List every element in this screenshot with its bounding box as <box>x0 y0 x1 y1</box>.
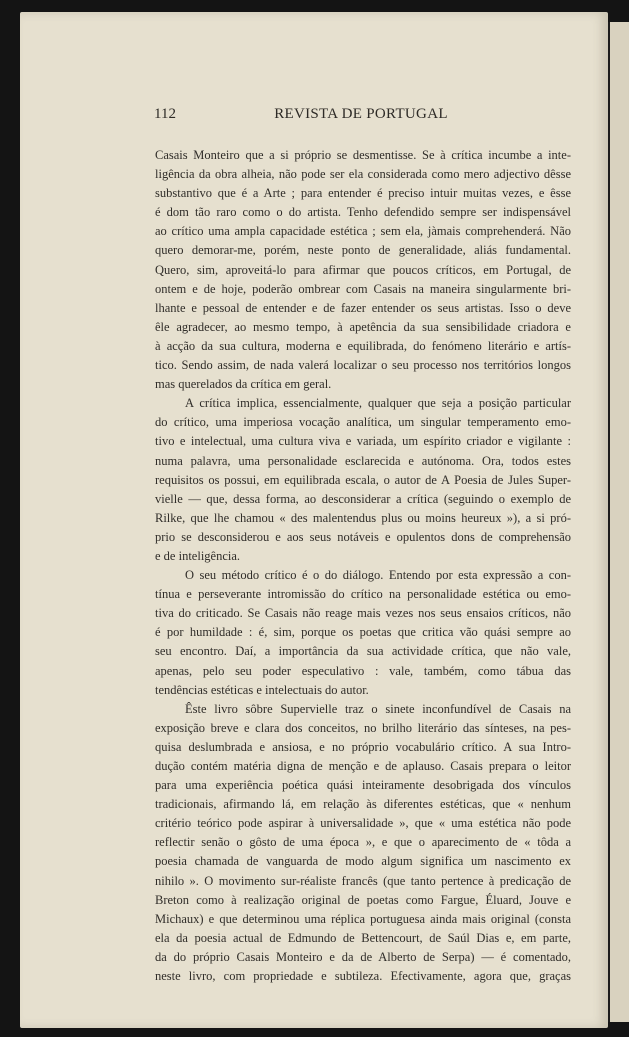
paragraph <box>155 566 571 700</box>
adjacent-page-edge <box>608 22 629 1022</box>
paragraph <box>155 146 571 394</box>
page-header <box>154 106 568 128</box>
text-line: Casais Monteiro que a si próprio se desmentisse. Se à crítica incumbe a inte- <box>155 148 571 162</box>
text-line: Michaux) e que determinou uma réplica portuguesa ainda mais original (consta <box>155 911 571 926</box>
text-line: neste livro, com propriedade e subtileza. Efectivamente, agora que, graças <box>155 969 571 984</box>
text-line: e de inteligência. <box>155 548 241 563</box>
text-line: para uma experiência poética quási inteiramente desobrigada dos vínculos <box>155 778 571 793</box>
text-line: requisitos os possui, em equilibrada escala, o autor de A Poesia de Jules Super- <box>155 472 571 487</box>
text-line: Quero, sim, aproveitá-lo para afirmar que poucos críticos, em Portugal, de <box>155 262 571 277</box>
text-line: da do próprio Casais Monteiro e da de Alberto de Serpa) — é comentado, <box>155 949 571 964</box>
text-line: critério teórico pode aspirar à universalidade », que « uma estética não pode <box>155 816 571 831</box>
text-line: tínua e perseverante intromissão do crítico na personalidade estética ou emo- <box>155 587 571 602</box>
text-line: numa palavra, uma personalidade esclarecida e autónoma. Ora, todos estes <box>155 453 571 468</box>
text-line: ontem e de hoje, poderão ombrear com Casais na maneira singularmente bri- <box>155 281 571 296</box>
text-line: do crítico, uma imperiosa vocação analítica, um singular temperamento emo- <box>155 415 571 430</box>
text-line: é dom tão raro como o do artista. Tenho defendido sempre ser indispensável <box>155 205 571 220</box>
text-line: prio se desconsiderou e aos seus notáveis e opulentos dons de comprehensão <box>155 529 571 544</box>
text-line: Êste livro sôbre Supervielle traz o sinete inconfundível de Casais na <box>185 701 571 716</box>
text-line: à acção da sua cultura, moderna e equilibrada, do fenómeno literário e artís- <box>155 338 571 353</box>
text-line: A crítica implica, essencialmente, qualquer que seja a posição particular <box>185 396 571 411</box>
text-line: quero demorar-me, porém, neste ponto de generalidade, aliás fundamental. <box>155 243 571 258</box>
text-line: tiva do criticado. Se Casais não reage mais vezes nos seus ensaios críticos, não <box>155 606 571 621</box>
text-line: lhante e pessoal de entender e de fazer entender os seus artistas. Isso o deve <box>155 300 571 315</box>
text-line: Rilke, que lhe chamou « des malentendus plus ou moins heureux »), a si pró- <box>155 510 571 525</box>
text-line: quisa deslumbrada e ansiosa, e no próprio vocabulário crítico. A sua Intro- <box>155 739 571 754</box>
text-line: tendências estéticas e intelectuais do autor. <box>155 682 369 697</box>
text-line: apenas, pelo seu poder especulativo : vale, também, como tábua das <box>155 663 571 678</box>
text-line: tivo e intelectual, uma cultura viva e variada, um espírito criador e vigilante : <box>155 434 571 449</box>
paragraph <box>155 700 571 986</box>
text-line: ligência da obra alheia, não pode ser ela considerada como mero adjectivo dêsse <box>155 167 571 182</box>
text-line: dução contém matéria digna de menção e de aplauso. Casais prepara o leitor <box>155 759 571 773</box>
text-line: ela da poesia actual de Edmundo de Bettencourt, de Saúl Dias e, em parte, <box>155 930 571 945</box>
text-line: reflectir senão o gôsto de uma época », e que o aparecimento de « tôda a <box>155 835 571 850</box>
text-line: mas querelados da crítica em geral. <box>155 377 332 392</box>
text-line: êle agradecer, ao mesmo tempo, à apetência da sua sensibilidade criadora e <box>155 319 571 334</box>
text-line: O seu método crítico é o do diálogo. Entendo por esta expressão a con- <box>185 568 571 583</box>
text-line: substantivo que é a Arte ; para entender é preciso intuir muitas vezes, e êsse <box>155 186 571 201</box>
text-line: tico. Sendo assim, de nada valerá localizar o seu processo nos territórios longos <box>155 358 571 373</box>
text-line: poesia chamada de vanguarda de modo algum significa um nascimento ex <box>155 854 571 869</box>
text-line: ao crítico uma ampla capacidade estética ; sem ela, jàmais comprehenderá. Não <box>155 224 571 239</box>
text-line: tradicionais, afirmando lá, em relação às diferentes estéticas, que « nenhum <box>155 797 571 812</box>
page-number: 112 <box>154 106 176 122</box>
text-line: exposição breve e clara dos conceitos, no brilho literário das sínteses, na pes- <box>155 720 571 735</box>
text-line: seu encontro. Daí, a importância da sua actividade crítica, que não vale, <box>155 644 571 659</box>
text-line: vielle — que, dessa forma, ao desconsiderar a crítica (seguindo o exemplo de <box>155 491 571 506</box>
text-line: Breton como à realização original de poetas como Fargue, Éluard, Jouve e <box>155 892 571 907</box>
running-title: REVISTA DE PORTUGAL <box>274 106 448 122</box>
body-text <box>155 146 571 986</box>
text-line: é por humildade : é, sim, porque os poetas que critica vão quási sempre ao <box>155 625 571 640</box>
paragraph <box>155 394 571 566</box>
text-line: nihilo ». O movimento sur-réaliste francês (que tanto pertence à predicação de <box>155 873 571 888</box>
